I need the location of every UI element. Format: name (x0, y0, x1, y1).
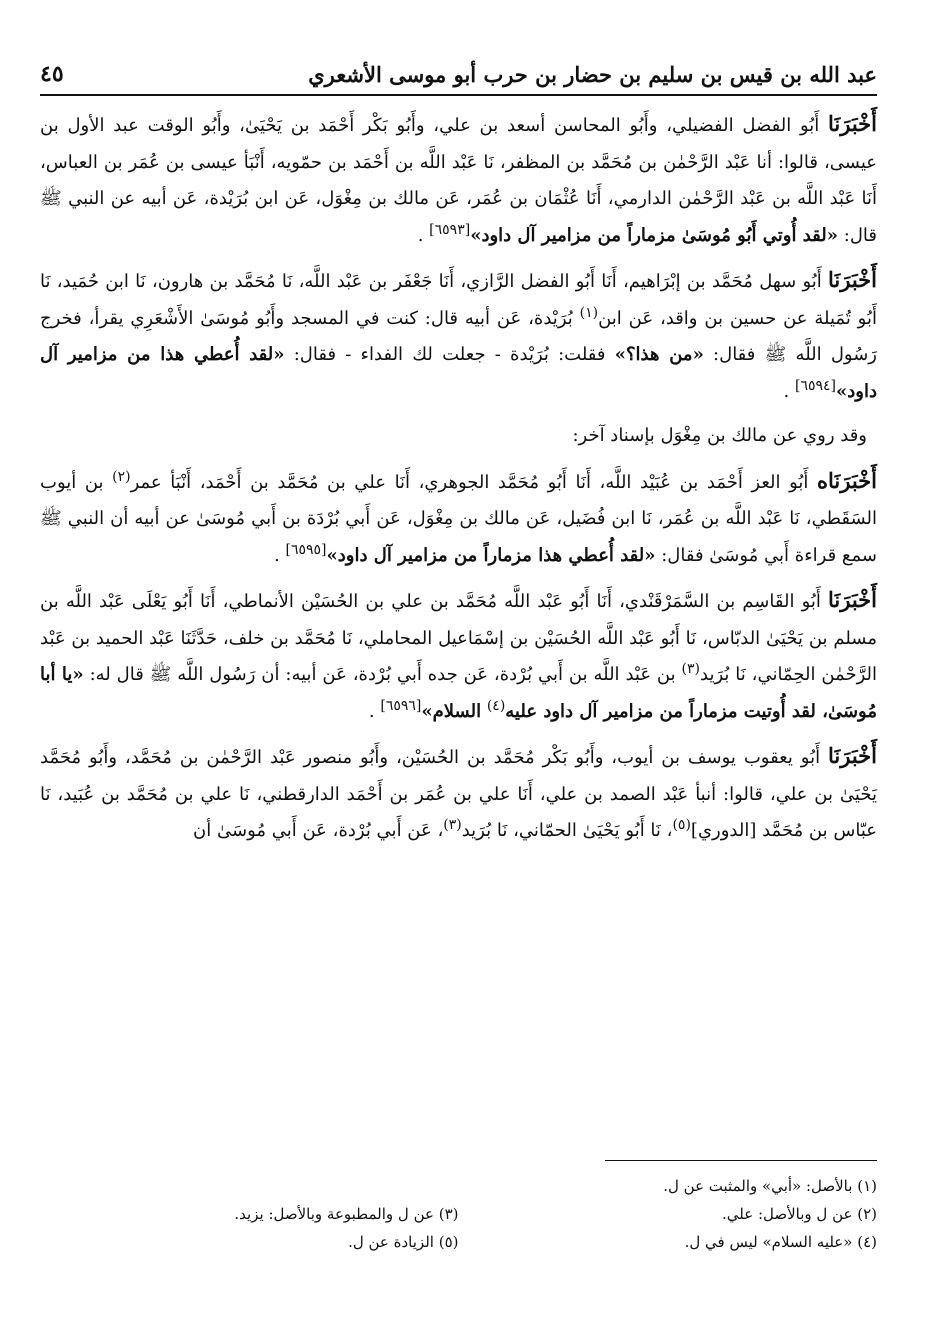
isnad-text: أَبُو الفضل الفضيلي، وأَبُو المحاسن أسعد بن علي، وأَبُو بَكْر أَحْمَد بن يَحْيَىٰ، وأَبُو الوقت عبد الأول بن عيسى، قالوا: أنا عَبْد الرَّحْمٰن بن مُحَمَّد بن المظفر، نَا عَبْد اللَّه بن أَحْمَد بن حمّويه، أَنْبَأ عيسى بن عُمَر بن العباس، أَنَا عَبْد اللَّه بن عَبْد الرَّحْمٰن الدارمي، أَنَا عُثْمَان بن عُمَر، عَن مالك بن مِغْوَل، عَن ابن بُرَيْدة، عَن أبيه عن النبي ﷺ قال: (40, 115, 877, 246)
footnote-row (40, 1200, 877, 1228)
sentence-end: . (783, 380, 790, 402)
isnad-keyword: أَخْبَرَنَا (828, 587, 877, 612)
footnote-column-right (459, 1228, 878, 1256)
paragraph-3 (40, 418, 877, 455)
isnad-text-continued: ، نَا أَبُو يَحْيَىٰ الحمّاني، نَا بُرَيد (461, 820, 673, 841)
footnote-item (40, 1200, 459, 1228)
footnotes (40, 1172, 877, 1256)
hadith-number: [٦٥٩٤] (795, 377, 837, 394)
footnote-row (40, 1228, 877, 1256)
hadith-quote: «من هذا؟» (614, 344, 704, 365)
isnad-text-continued: بن عَبْد اللَّه بن أَبي بُرْدة، عَن جده أَبي بُرْدة، عَن أبيه: أن رَسُول اللَّه ﷺ قال له: (89, 664, 676, 685)
isnad-text: أَبُو العز أَحْمَد بن عُبَيْد اللَّه، أَنَا أَبُو مُحَمَّد الجوهري، أَنَا علي بن مُحَمَّد بن أَحْمَد، أَنْبَأ عمر (130, 471, 809, 493)
isnad-text-continued: بُرَيْدة، عَن أبيه قال: كنت في المسجد وأَبُو مُوسَىٰ الأَشْعَرِي يقرأ، فخرج رَسُول اللَّه ﷺ فقال: (40, 307, 877, 365)
isnad-text-continued: بن أيوب السَقَطي، نَا عَبْد اللَّه بن عُمَر، نَا ابن فُضَيل، عَن مالك بن مِغْوَل، عَن أَبي بُرْدَة بن أَبي مُوسَىٰ عن أبيه أن النبي ﷺ سمع قراءة أَبي مُوسَىٰ فقال: (40, 471, 877, 566)
footnote-number: (٢) (857, 1205, 877, 1223)
sentence-end: . (274, 544, 280, 566)
hadith-quote: «لقد أُعطي هذا مزماراً من مزامير آل داود» (326, 544, 656, 566)
footnote-column-left (40, 1172, 459, 1200)
footnote-number: (٣) (438, 1205, 459, 1223)
page-number: ٤٥ (40, 61, 64, 87)
main-text (40, 106, 877, 858)
isnad-text: أَبُو يعقوب يوسف بن أيوب، وأَبُو بَكْر مُحَمَّد بن الحُسَيْن، وأَبُو منصور عَبْد الرَّحْمٰن بن مُحَمَّد، وأَبُو مُحَمَّد يَحْيَىٰ بن علي، قالوا: أنبأ عَبْد الصمد بن علي، أَنَا علي بن عُمَر بن أَحْمَد الدارقطني، نَا علي بن مُحَمَّد بن عُبَيد، نَا عبّاس بن مُحَمَّد [الدوري] (40, 747, 877, 841)
running-title: عبد الله بن قيس بن سليم بن حضار بن حرب أبو موسى الأشعري (308, 61, 877, 87)
sentence-end: . (368, 700, 375, 722)
paragraph-6 (40, 738, 877, 850)
footnote-number: (٥) (438, 1233, 459, 1251)
footnote-item (459, 1172, 878, 1200)
footnote-item (459, 1200, 878, 1228)
footnote-text: عن ل وبالأصل: علي. (721, 1205, 853, 1223)
hadith-number: [٦٥٩٦] (380, 697, 422, 714)
footnote-marker-second: (٣) (443, 817, 462, 833)
footnote-number: (٤) (857, 1233, 877, 1251)
footnote-text: الزيادة عن ل. (348, 1233, 434, 1251)
footnote-separator (605, 1160, 877, 1161)
narration-text: فقلت: بُرَيْدة - جعلت لك الفداء - فقال: (293, 344, 606, 365)
footnote-marker-second: (٤) (486, 697, 506, 714)
footnote-row (40, 1172, 877, 1200)
hadith-quote-end: السلام» (421, 700, 482, 722)
hadith-number: [٦٥٩٣] (429, 221, 471, 238)
footnote-marker: (٢) (112, 468, 131, 485)
footnote-column-right (459, 1172, 878, 1200)
isnad-keyword: أَخْبَرَنَا (828, 267, 877, 292)
isnad-keyword: أَخْبَرَنَا (828, 111, 877, 136)
isnad-text: أَبُو القَاسِم بن السَّمَرْقَنْدي، أَنَا أَبُو عَبْد اللَّه مُحَمَّد بن علي بن الحُسَيْن الأنماطي، أَنَا أَبُو يَعْلَى عَبْد اللَّه بن مسلم بن يَحْيَىٰ الدبّاس، نَا أَبُو عَبْد اللَّه الحُسَيْن بن إسْمَاعيل المحاملي، نَا مُحَمَّد بن خلف، حَدَّثَنَا عَبْد الحميد بن عَبْد الرَّحْمٰن الحِمّاني، نَا بُرَيد (40, 591, 878, 685)
running-header (40, 54, 877, 96)
hadith-number: [٦٥٩٥] (285, 541, 327, 558)
footnote-text: عن ل والمطبوعة وبالأصل: يزيد. (234, 1205, 434, 1223)
hadith-quote: «لقد أُوتي أَبُو مُوسَىٰ مزماراً من مزامير آل داود» (470, 224, 839, 246)
paragraph-4 (40, 463, 877, 575)
footnote-item (40, 1228, 459, 1256)
paragraph-2 (40, 262, 877, 410)
footnote-column-left (40, 1228, 459, 1256)
hadith-quote-second: «لقد أُعطي هذا من مزامير آل داود» (40, 344, 877, 402)
paragraph-5 (40, 582, 877, 730)
footnote-marker: (١) (579, 304, 599, 321)
footnote-marker: (٥) (672, 817, 691, 833)
sentence-end: . (417, 224, 424, 246)
footnote-item (459, 1228, 878, 1256)
footnote-column-right (459, 1200, 878, 1228)
isnad-text-end: ، عَن أَبي بُرْدة، عَن أَبي مُوسَىٰ أن (193, 820, 444, 841)
footnote-marker: (٣) (681, 661, 701, 677)
footnote-text: بالأصل: «أبي» والمثبت عن ل. (663, 1177, 853, 1195)
footnote-number: (١) (857, 1177, 877, 1195)
footnote-text: «عليه السلام» ليس في ل. (684, 1233, 853, 1251)
paragraph-1 (40, 106, 877, 254)
hadith-quote: «يا أبا مُوسَىٰ، لقد أُوتيت مزماراً من مزامير آل داود عليه (40, 664, 877, 722)
isnad-text: أَبُو سهل مُحَمَّد بن إبْرَاهيم، أَنَا أَبُو الفضل الرَّازي، أَنَا جَعْفَر بن عَبْد اللَّه، نَا مُحَمَّد بن هارون، نَا ابن حُمَيد، نَا أَبُو تُمَيلة عن حسين بن واقد، عَن ابن (40, 271, 877, 329)
isnad-keyword: أَخْبَرَنَا (828, 743, 877, 768)
isnad-keyword: أَخْبَرَنَاه (816, 467, 877, 493)
footnote-column-left (40, 1200, 459, 1228)
transition-text: وقد روي عن مالك بن مِغْوَل بإسناد آخر: (572, 425, 867, 446)
